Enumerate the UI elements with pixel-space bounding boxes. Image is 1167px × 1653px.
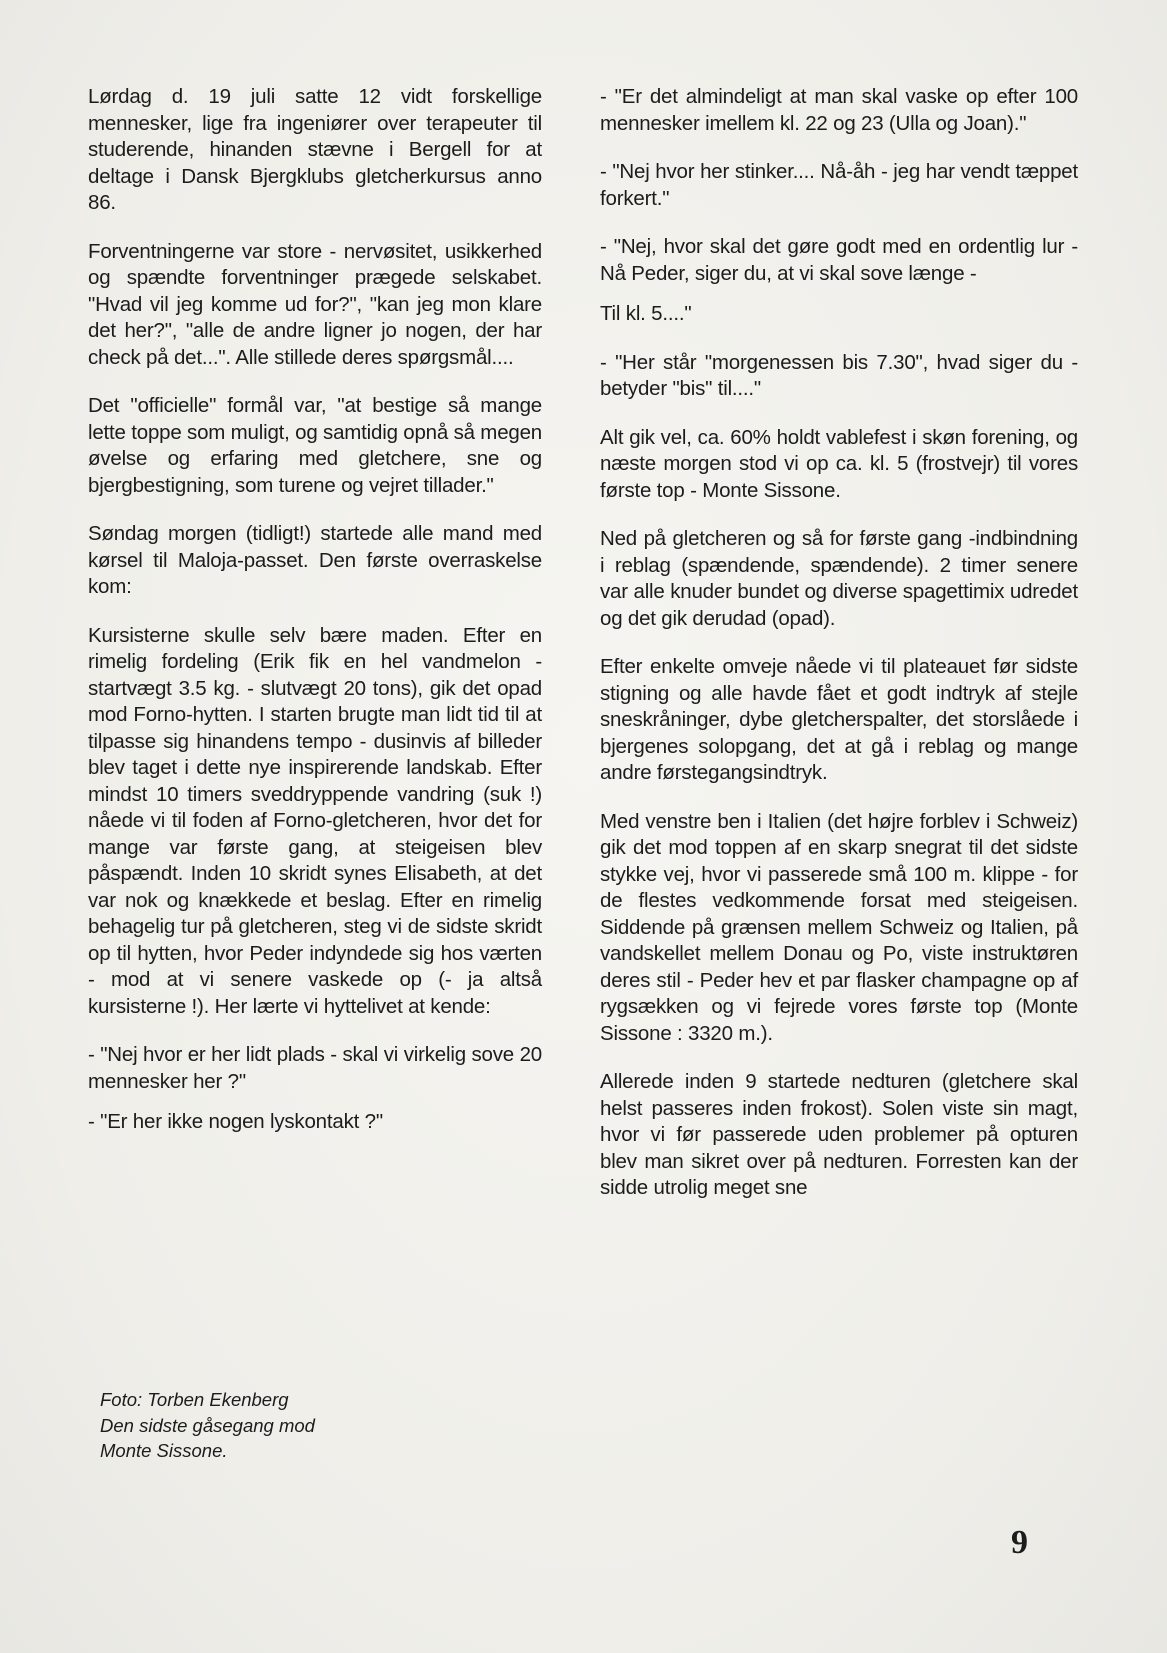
article-column-right [600, 84, 1078, 1224]
paragraph: Med venstre ben i Italien (det højre forblev i Schweiz) gik det mod toppen af en skarp snegrat til det sidste stykke vej, hvor vi passerede små 100 m. klippe - for de flestes vedkommende forsat med steigeisen. Siddende på grænsen mellem Schweiz og Italien, på vandskellet mellem Donau og Po, viste instruktøren deres stil - Peder hev et par flasker champagne op af rygsækken og vi fejrede vores første top (Monte Sissone : 3320 m.). [600, 809, 1078, 1045]
quote-line: - "Nej hvor er her lidt plads - skal vi virkelig sove 20 mennesker her ?" [88, 1043, 542, 1093]
paragraph: Lørdag d. 19 juli satte 12 vidt forskellige mennesker, lige fra ingeniører over terapeuter til studerende, hinanden stævne i Bergell for at deltage i Dansk Bjergklubs gletcherkursus anno 86. [88, 85, 542, 214]
paragraph: Søndag morgen (tidligt!) startede alle mand med kørsel til Maloja-passet. Den første overraskelse kom: [88, 522, 542, 598]
paragraph: Ned på gletcheren og så for første gang -indbindning i reblag (spændende, spændende). 2 timer senere var alle knuder bundet og diverse spagettimix udredet og det gik derudad (opad). [600, 527, 1078, 630]
caption-credit: Foto: Torben Ekenberg [100, 1389, 289, 1410]
paragraph: Alt gik vel, ca. 60% holdt vablefest i skøn forening, og næste morgen stod vi op ca. kl. 5 (frostvejr) til vores første top - Monte Sissone. [600, 425, 1078, 502]
quote-line: - "Nej, hvor skal det gøre godt med en ordentlig lur - Nå Peder, siger du, at vi skal sove længe - [600, 235, 1078, 285]
paragraph: Kursisterne skulle selv bære maden. Efter en rimelig fordeling (Erik fik en hel vandmelon - startvægt 3.5 kg. - slutvægt 20 tons), gik det opad mod Forno-hytten. I starten brugte man lidt tid til at tilpasse sig hinandens tempo - dusinvis af billeder blev taget i dette nye inspirerende landskab. Efter mindst 10 timers sveddryppende vandring (suk !) nåede vi til foden af Forno-gletcheren, hvor det for mange var første gang, at steigeisen blev påspændt. Inden 10 skridt synes Elisabeth, at det var nok og knækkede et beslag. Efter en rimelig behagelig tur på gletcheren, steg vi de sidste skridt op til hytten, hvor Peder indyndede sig hos værten - mod at vi senere vaskede op (- ja altså kursisterne !). Her lærte vi hyttelivet at kende: [88, 623, 542, 1018]
caption-text-line: Den sidste gåsegang mod [100, 1414, 315, 1436]
paragraph: Forventningerne var store - nervøsitet, usikkerhed og spændte forventninger prægede selskabet. "Hvad vil jeg komme ud for?", "kan jeg mon klare det her?", "alle de andre ligner jo nogen, der har check på det...". Alle stillede deres spørgsmål.... [88, 239, 542, 369]
paragraph: Allerede inden 9 startede nedturen (gletchere skal helst passeres inden frokost). Solen viste sin magt, hvor vi før passerede uden problemer på opturen blev man sikret over på nedturen. Forresten kan der sidde utrolig meget sne [600, 1070, 1078, 1199]
paragraph: Det "officielle" formål var, "at bestige så mange lette toppe som muligt, og samtidig opnå så megen øvelse og erfaring med gletchere, sne og bjergbestigning, som turene og vejret tillader." [88, 394, 542, 497]
article-column-left [88, 84, 542, 1158]
quote-line: - "Nej hvor her stinker.... Nå-åh - jeg har vendt tæppet forkert." [600, 160, 1078, 210]
paragraph: Efter enkelte omveje nåede vi til plateauet før sidste stigning og alle havde fået et godt indtryk af stejle sneskråninger, dybe gletcherspalter, det storslåede i bjergenes solopgang, det at gå i reblag og mange andre førstegangsindtryk. [600, 655, 1078, 784]
quote-line: - "Er det almindeligt at man skal vaske op efter 100 mennesker imellem kl. 22 og 23 (Ulla og Joan)." [600, 85, 1078, 135]
quote-line: - "Her står "morgenessen bis 7.30", hvad siger du - betyder "bis" til...." [600, 350, 1078, 400]
photo-caption [100, 1387, 360, 1464]
quote-line: - "Er her ikke nogen lyskontakt ?" [88, 1110, 383, 1133]
page-number: 9 [1011, 1524, 1028, 1561]
caption-text-line: Monte Sissone. [100, 1440, 228, 1461]
quote-line: Til kl. 5...." [600, 302, 692, 325]
